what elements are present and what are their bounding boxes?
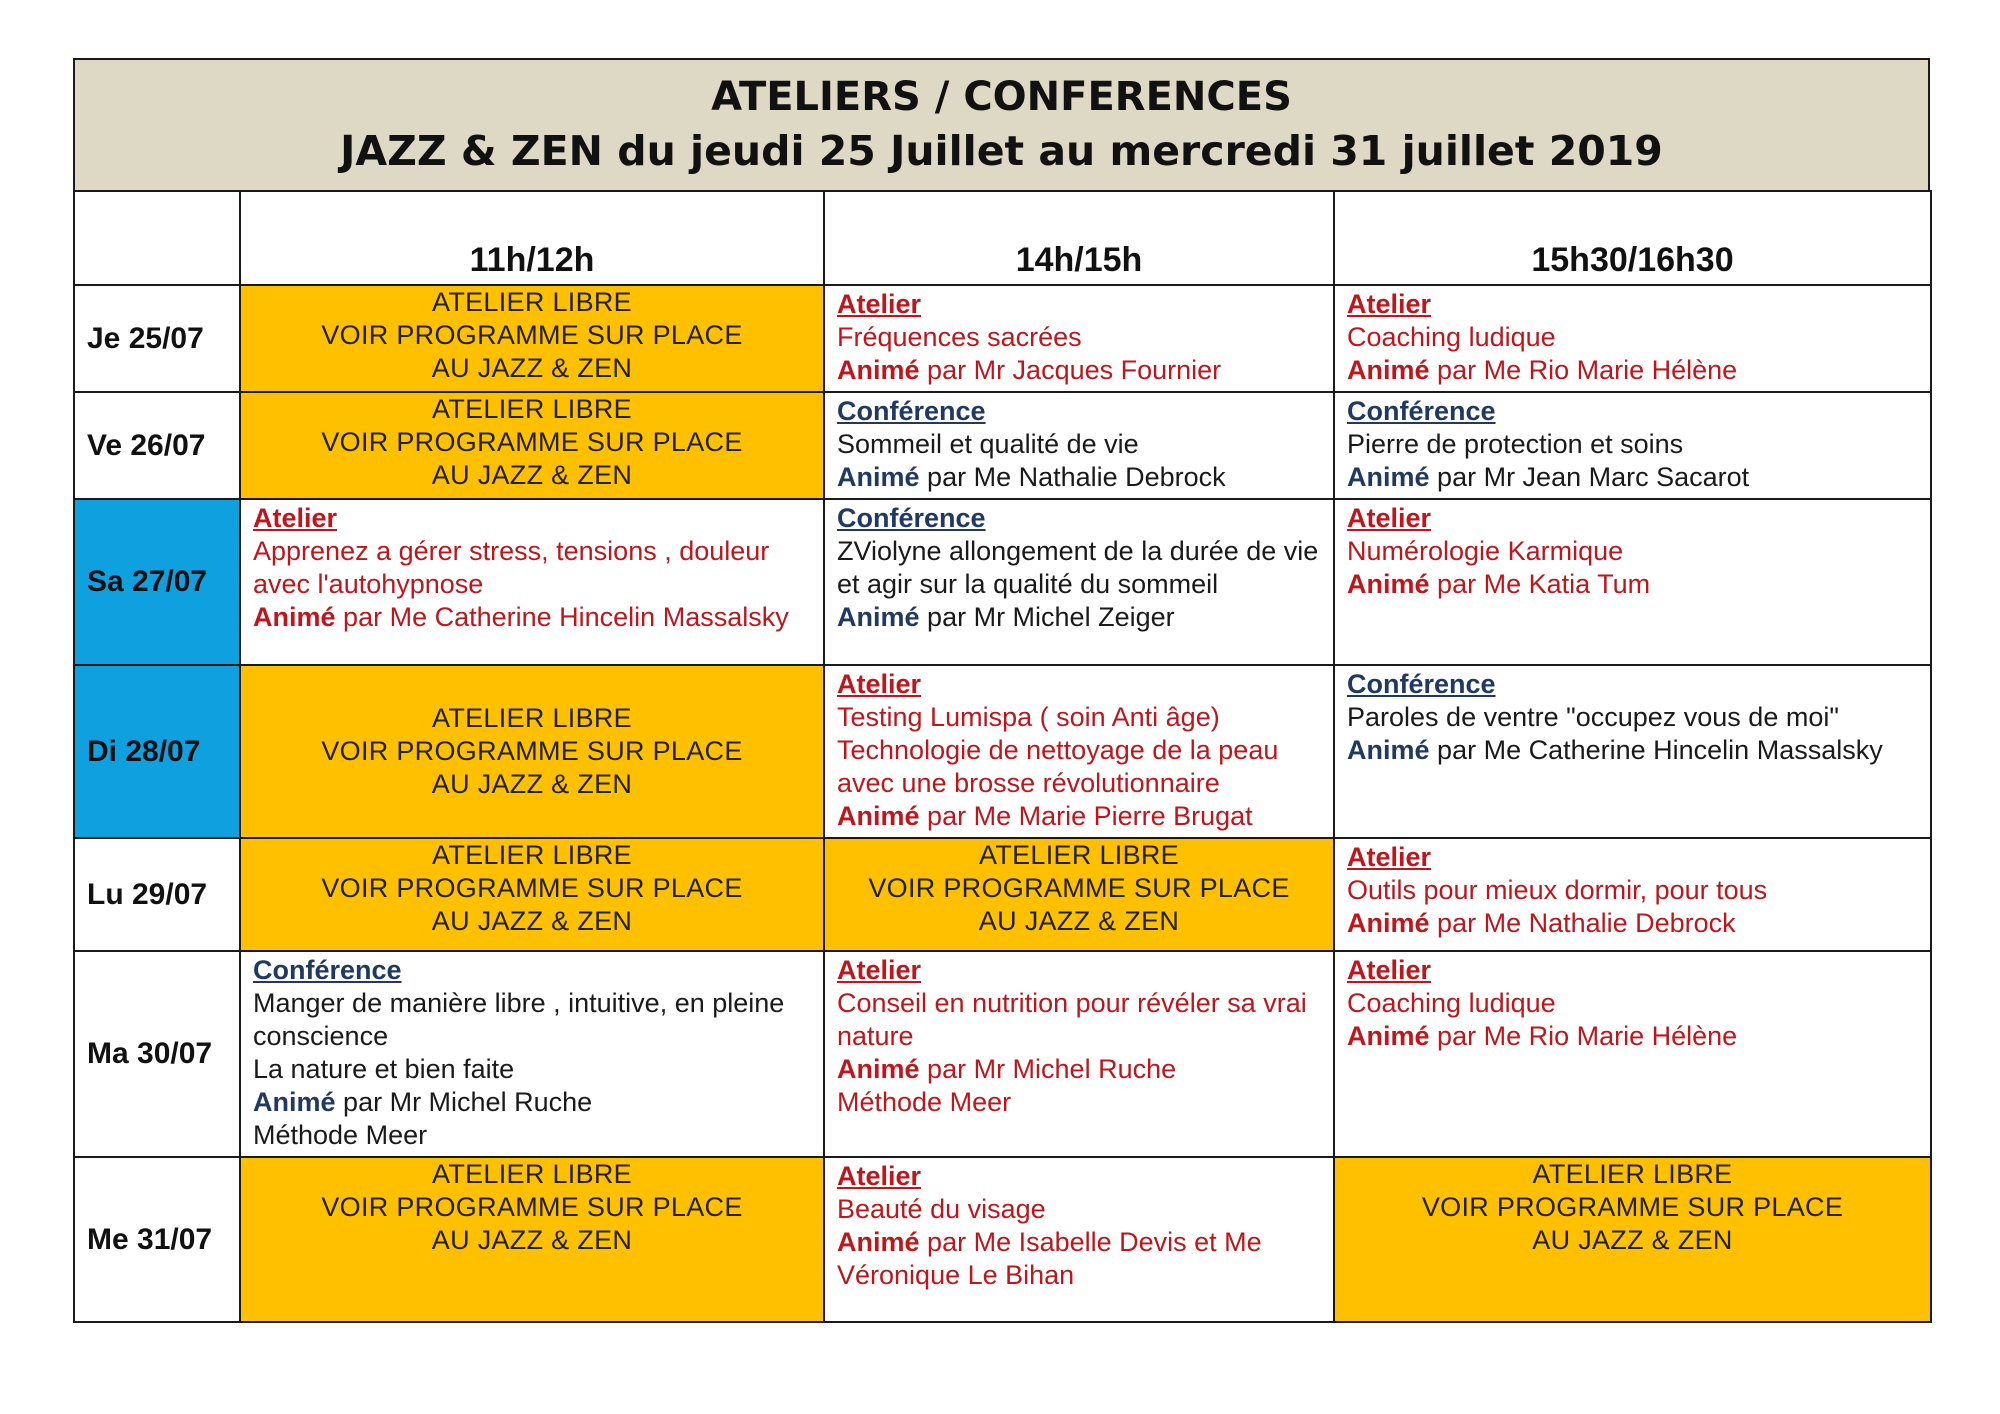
session-title: Outils pour mieux dormir, pour tous bbox=[1347, 875, 1768, 905]
free-workshop-line: ATELIER LIBRE bbox=[979, 840, 1179, 870]
atelier-cell bbox=[1334, 285, 1931, 392]
conference-cell bbox=[1334, 392, 1931, 499]
free-workshop-line: ATELIER LIBRE bbox=[432, 287, 632, 317]
session-type: Atelier bbox=[253, 503, 338, 533]
session-type: Atelier bbox=[837, 1161, 922, 1191]
free-workshop-cell bbox=[240, 838, 824, 951]
animated-label: Animé bbox=[1347, 735, 1430, 765]
animated-label: Animé bbox=[253, 602, 336, 632]
free-workshop-cell bbox=[240, 285, 824, 392]
presenter-name: par Me Catherine Hincelin Massalsky bbox=[1437, 735, 1883, 765]
title-line-1: ATELIERS / CONFERENCES bbox=[711, 74, 1292, 121]
free-workshop-line: AU JAZZ & ZEN bbox=[978, 906, 1180, 936]
free-workshop-line: VOIR PROGRAMME SUR PLACE bbox=[1421, 1192, 1844, 1222]
session-type: Atelier bbox=[837, 289, 922, 319]
free-workshop-line: ATELIER LIBRE bbox=[432, 1159, 632, 1189]
schedule-sheet bbox=[73, 58, 1930, 1323]
corner-cell bbox=[74, 191, 240, 285]
session-title: Pierre de protection et soins bbox=[1347, 429, 1684, 459]
session-type: Atelier bbox=[1347, 955, 1432, 985]
presenter-name: par Me Katia Tum bbox=[1437, 569, 1651, 599]
conference-cell bbox=[240, 951, 824, 1157]
session-title: Numérologie Karmique bbox=[1347, 536, 1624, 566]
presenter-name: par Me Marie Pierre Brugat bbox=[927, 801, 1253, 831]
free-workshop-line: VOIR PROGRAMME SUR PLACE bbox=[321, 427, 743, 457]
day-label: Di 28/07 bbox=[74, 665, 240, 838]
schedule-row bbox=[74, 392, 1931, 499]
presenter-line bbox=[1347, 907, 1922, 940]
presenter-name: par Mr Michel Ruche bbox=[343, 1087, 593, 1117]
session-title: Fréquences sacrées bbox=[837, 322, 1082, 352]
session-type: Conférence bbox=[1347, 669, 1496, 699]
presenter-line bbox=[837, 461, 1325, 494]
presenter-name: par Me Rio Marie Hélène bbox=[1437, 1021, 1738, 1051]
animated-label: Animé bbox=[837, 1227, 920, 1257]
header-row bbox=[74, 191, 1931, 285]
presenter-line bbox=[837, 1053, 1325, 1086]
schedule-row bbox=[74, 951, 1931, 1157]
presenter-line bbox=[253, 1086, 815, 1119]
day-label: Me 31/07 bbox=[74, 1157, 240, 1322]
free-workshop-line: AU JAZZ & ZEN bbox=[431, 460, 633, 490]
free-workshop-line: AU JAZZ & ZEN bbox=[431, 769, 633, 799]
free-workshop-line: VOIR PROGRAMME SUR PLACE bbox=[321, 873, 743, 903]
conference-cell bbox=[1334, 665, 1931, 838]
animated-label: Animé bbox=[837, 355, 920, 385]
session-title: Testing Lumispa ( soin Anti âge) bbox=[837, 702, 1220, 732]
session-title: Manger de manière libre , intuitive, en pleine conscience bbox=[253, 988, 785, 1051]
free-workshop-line: ATELIER LIBRE bbox=[1532, 1159, 1733, 1189]
conference-cell bbox=[824, 499, 1334, 665]
session-type: Conférence bbox=[837, 396, 986, 426]
atelier-cell bbox=[824, 665, 1334, 838]
animated-label: Animé bbox=[1347, 462, 1430, 492]
presenter-name: par Mr Jacques Fournier bbox=[927, 355, 1222, 385]
session-title: Apprenez a gérer stress, tensions , douleur avec l'autohypnose bbox=[253, 536, 770, 599]
atelier-cell bbox=[824, 951, 1334, 1157]
session-title: Coaching ludique bbox=[1347, 988, 1556, 1018]
presenter-line bbox=[837, 800, 1325, 833]
session-title: Coaching ludique bbox=[1347, 322, 1556, 352]
session-title: La nature et bien faite bbox=[253, 1054, 515, 1084]
free-workshop-cell bbox=[240, 392, 824, 499]
session-title: ZViolyne allongement de la durée de vie et agir sur la qualité du sommeil bbox=[837, 536, 1319, 599]
presenter-line bbox=[1347, 568, 1922, 601]
atelier-cell bbox=[824, 1157, 1334, 1322]
presenter-line bbox=[837, 1226, 1325, 1292]
atelier-cell bbox=[240, 499, 824, 665]
title-line-2: JAZZ & ZEN du jeudi 25 Juillet au mercredi 31 juillet 2019 bbox=[340, 127, 1663, 176]
free-workshop-line: ATELIER LIBRE bbox=[432, 840, 632, 870]
animated-label: Animé bbox=[837, 602, 920, 632]
presenter-line bbox=[1347, 1020, 1922, 1053]
free-workshop-line: VOIR PROGRAMME SUR PLACE bbox=[321, 320, 743, 350]
session-title: Sommeil et qualité de vie bbox=[837, 429, 1139, 459]
session-title: Technologie de nettoyage de la peau avec une brosse révolutionnaire bbox=[837, 735, 1279, 798]
free-workshop-cell bbox=[240, 1157, 824, 1322]
schedule-row bbox=[74, 285, 1931, 392]
schedule-row bbox=[74, 1157, 1931, 1322]
animated-label: Animé bbox=[837, 462, 920, 492]
column-header: 15h30/16h30 bbox=[1334, 191, 1931, 285]
free-workshop-line: AU JAZZ & ZEN bbox=[431, 906, 633, 936]
presenter-name: par Me Nathalie Debrock bbox=[1437, 908, 1736, 938]
presenter-line bbox=[1347, 734, 1922, 767]
method-note: Méthode Meer bbox=[253, 1120, 428, 1150]
free-workshop-cell bbox=[1334, 1157, 1931, 1322]
method-note: Méthode Meer bbox=[837, 1087, 1012, 1117]
presenter-line bbox=[837, 354, 1325, 387]
session-type: Conférence bbox=[837, 503, 986, 533]
presenter-name: par Mr Michel Zeiger bbox=[927, 602, 1175, 632]
session-title: Beauté du visage bbox=[837, 1194, 1046, 1224]
free-workshop-line: ATELIER LIBRE bbox=[432, 703, 632, 733]
column-header: 14h/15h bbox=[824, 191, 1334, 285]
free-workshop-line: AU JAZZ & ZEN bbox=[1532, 1225, 1733, 1255]
free-workshop-line: VOIR PROGRAMME SUR PLACE bbox=[321, 1192, 743, 1222]
day-label: Sa 27/07 bbox=[74, 499, 240, 665]
animated-label: Animé bbox=[253, 1087, 336, 1117]
free-workshop-line: VOIR PROGRAMME SUR PLACE bbox=[868, 873, 1290, 903]
free-workshop-line: ATELIER LIBRE bbox=[432, 394, 632, 424]
session-title: Paroles de ventre "occupez vous de moi" bbox=[1347, 702, 1839, 732]
schedule-table bbox=[73, 190, 1932, 1323]
free-workshop-cell bbox=[240, 665, 824, 838]
presenter-name: par Me Catherine Hincelin Massalsky bbox=[343, 602, 789, 632]
atelier-cell bbox=[824, 285, 1334, 392]
presenter-name: par Mr Jean Marc Sacarot bbox=[1437, 462, 1750, 492]
presenter-name: par Me Rio Marie Hélène bbox=[1437, 355, 1738, 385]
session-title: Conseil en nutrition pour révéler sa vrai nature bbox=[837, 988, 1307, 1051]
free-workshop-line: AU JAZZ & ZEN bbox=[431, 353, 633, 383]
session-type: Atelier bbox=[1347, 289, 1432, 319]
presenter-line bbox=[1347, 461, 1922, 494]
presenter-name: par Me Nathalie Debrock bbox=[927, 462, 1226, 492]
session-type: Atelier bbox=[1347, 503, 1432, 533]
animated-label: Animé bbox=[1347, 569, 1430, 599]
atelier-cell bbox=[1334, 499, 1931, 665]
session-type: Atelier bbox=[1347, 842, 1432, 872]
presenter-line bbox=[253, 601, 815, 634]
day-label: Lu 29/07 bbox=[74, 838, 240, 951]
conference-cell bbox=[824, 392, 1334, 499]
animated-label: Animé bbox=[1347, 1021, 1430, 1051]
atelier-cell bbox=[1334, 951, 1931, 1157]
schedule-row bbox=[74, 838, 1931, 951]
session-type: Atelier bbox=[837, 955, 922, 985]
free-workshop-line: VOIR PROGRAMME SUR PLACE bbox=[321, 736, 743, 766]
schedule-row bbox=[74, 499, 1931, 665]
free-workshop-line: AU JAZZ & ZEN bbox=[431, 1225, 633, 1255]
day-label: Je 25/07 bbox=[74, 285, 240, 392]
atelier-cell bbox=[1334, 838, 1931, 951]
session-type: Conférence bbox=[1347, 396, 1496, 426]
animated-label: Animé bbox=[837, 1054, 920, 1084]
presenter-line bbox=[1347, 354, 1922, 387]
presenter-name: par Me Isabelle Devis et Me Véronique Le Bihan bbox=[837, 1227, 1262, 1290]
animated-label: Animé bbox=[1347, 908, 1430, 938]
title-banner bbox=[73, 58, 1930, 190]
animated-label: Animé bbox=[837, 801, 920, 831]
schedule-row bbox=[74, 665, 1931, 838]
day-label: Ma 30/07 bbox=[74, 951, 240, 1157]
presenter-line bbox=[837, 601, 1325, 634]
free-workshop-cell bbox=[824, 838, 1334, 951]
session-type: Atelier bbox=[837, 669, 922, 699]
session-type: Conférence bbox=[253, 955, 402, 985]
presenter-name: par Mr Michel Ruche bbox=[927, 1054, 1177, 1084]
day-label: Ve 26/07 bbox=[74, 392, 240, 499]
animated-label: Animé bbox=[1347, 355, 1430, 385]
column-header: 11h/12h bbox=[240, 191, 824, 285]
